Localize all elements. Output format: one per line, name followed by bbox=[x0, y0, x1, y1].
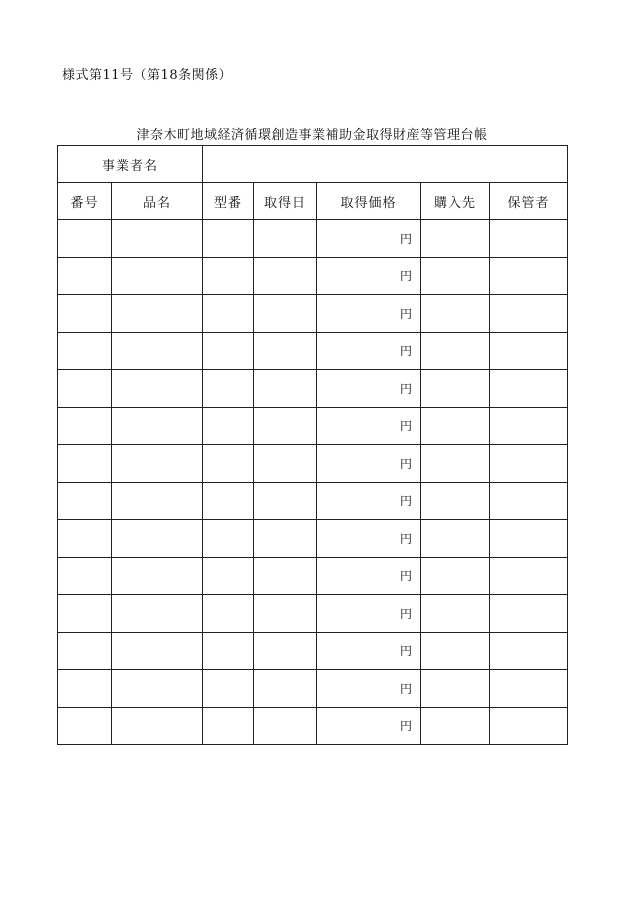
custodian-cell[interactable] bbox=[490, 707, 568, 745]
model-number-cell[interactable] bbox=[203, 332, 254, 370]
model-number-cell[interactable] bbox=[203, 407, 254, 445]
model-number-cell[interactable] bbox=[203, 595, 254, 633]
custodian-cell[interactable] bbox=[490, 257, 568, 295]
table-row bbox=[58, 557, 568, 595]
price-cell[interactable]: 円 bbox=[317, 445, 421, 483]
supplier-cell[interactable] bbox=[421, 557, 490, 595]
supplier-cell[interactable] bbox=[421, 332, 490, 370]
column-header-row bbox=[58, 183, 568, 220]
column-header-model-number: 型番 bbox=[203, 183, 254, 220]
acquisition-date-cell[interactable] bbox=[254, 370, 317, 408]
form-number: 様式第11号（第18条関係） bbox=[62, 68, 233, 83]
item-name-cell[interactable] bbox=[112, 595, 203, 633]
supplier-cell[interactable] bbox=[421, 370, 490, 408]
custodian-cell[interactable] bbox=[490, 370, 568, 408]
model-number-cell[interactable] bbox=[203, 707, 254, 745]
number-cell[interactable] bbox=[58, 370, 112, 408]
column-header-item-name: 品名 bbox=[112, 183, 203, 220]
price-cell[interactable]: 円 bbox=[317, 407, 421, 445]
custodian-cell[interactable] bbox=[490, 632, 568, 670]
table-row bbox=[58, 332, 568, 370]
asset-ledger-table bbox=[57, 145, 568, 745]
acquisition-date-cell[interactable] bbox=[254, 557, 317, 595]
number-cell[interactable] bbox=[58, 520, 112, 558]
price-cell[interactable]: 円 bbox=[317, 520, 421, 558]
custodian-cell[interactable] bbox=[490, 445, 568, 483]
table-row bbox=[58, 257, 568, 295]
model-number-cell[interactable] bbox=[203, 670, 254, 708]
price-cell[interactable]: 円 bbox=[317, 257, 421, 295]
acquisition-date-cell[interactable] bbox=[254, 707, 317, 745]
item-name-cell[interactable] bbox=[112, 445, 203, 483]
number-cell[interactable] bbox=[58, 707, 112, 745]
item-name-cell[interactable] bbox=[112, 670, 203, 708]
business-name-row bbox=[58, 146, 568, 183]
custodian-cell[interactable] bbox=[490, 220, 568, 258]
column-header-supplier: 購入先 bbox=[421, 183, 490, 220]
document-title: 津奈木町地域経済循環創造事業補助金取得財産等管理台帳 bbox=[136, 128, 488, 143]
supplier-cell[interactable] bbox=[421, 482, 490, 520]
supplier-cell[interactable] bbox=[421, 670, 490, 708]
table-row bbox=[58, 370, 568, 408]
acquisition-date-cell[interactable] bbox=[254, 445, 317, 483]
model-number-cell[interactable] bbox=[203, 257, 254, 295]
supplier-cell[interactable] bbox=[421, 295, 490, 333]
business-name-field[interactable] bbox=[203, 146, 568, 183]
column-header-custodian: 保管者 bbox=[490, 183, 568, 220]
model-number-cell[interactable] bbox=[203, 557, 254, 595]
item-name-cell[interactable] bbox=[112, 295, 203, 333]
item-name-cell[interactable] bbox=[112, 332, 203, 370]
acquisition-date-cell[interactable] bbox=[254, 220, 317, 258]
price-cell[interactable]: 円 bbox=[317, 370, 421, 408]
table-row bbox=[58, 482, 568, 520]
number-cell[interactable] bbox=[58, 295, 112, 333]
column-header-number: 番号 bbox=[58, 183, 112, 220]
custodian-cell[interactable] bbox=[490, 595, 568, 633]
custodian-cell[interactable] bbox=[490, 407, 568, 445]
acquisition-date-cell[interactable] bbox=[254, 595, 317, 633]
supplier-cell[interactable] bbox=[421, 445, 490, 483]
acquisition-date-cell[interactable] bbox=[254, 332, 317, 370]
table-row bbox=[58, 595, 568, 633]
column-header-acquisition-price: 取得価格 bbox=[317, 183, 421, 220]
acquisition-date-cell[interactable] bbox=[254, 520, 317, 558]
business-name-label: 事業者名 bbox=[58, 146, 203, 183]
supplier-cell[interactable] bbox=[421, 632, 490, 670]
supplier-cell[interactable] bbox=[421, 220, 490, 258]
custodian-cell[interactable] bbox=[490, 520, 568, 558]
custodian-cell[interactable] bbox=[490, 482, 568, 520]
number-cell[interactable] bbox=[58, 557, 112, 595]
model-number-cell[interactable] bbox=[203, 295, 254, 333]
acquisition-date-cell[interactable] bbox=[254, 632, 317, 670]
supplier-cell[interactable] bbox=[421, 520, 490, 558]
table-row bbox=[58, 445, 568, 483]
model-number-cell[interactable] bbox=[203, 370, 254, 408]
supplier-cell[interactable] bbox=[421, 595, 490, 633]
model-number-cell[interactable] bbox=[203, 445, 254, 483]
number-cell[interactable] bbox=[58, 670, 112, 708]
number-cell[interactable] bbox=[58, 482, 112, 520]
item-name-cell[interactable] bbox=[112, 520, 203, 558]
acquisition-date-cell[interactable] bbox=[254, 257, 317, 295]
acquisition-date-cell[interactable] bbox=[254, 482, 317, 520]
acquisition-date-cell[interactable] bbox=[254, 670, 317, 708]
number-cell[interactable] bbox=[58, 407, 112, 445]
acquisition-date-cell[interactable] bbox=[254, 407, 317, 445]
price-cell[interactable]: 円 bbox=[317, 295, 421, 333]
number-cell[interactable] bbox=[58, 220, 112, 258]
table-row bbox=[58, 295, 568, 333]
item-name-cell[interactable] bbox=[112, 557, 203, 595]
price-cell[interactable]: 円 bbox=[317, 632, 421, 670]
supplier-cell[interactable] bbox=[421, 257, 490, 295]
custodian-cell[interactable] bbox=[490, 332, 568, 370]
model-number-cell[interactable] bbox=[203, 520, 254, 558]
model-number-cell[interactable] bbox=[203, 632, 254, 670]
price-cell[interactable]: 円 bbox=[317, 332, 421, 370]
table-row bbox=[58, 220, 568, 258]
item-name-cell[interactable] bbox=[112, 482, 203, 520]
custodian-cell[interactable] bbox=[490, 670, 568, 708]
table-row bbox=[58, 520, 568, 558]
table-row bbox=[58, 707, 568, 745]
number-cell[interactable] bbox=[58, 332, 112, 370]
price-cell[interactable]: 円 bbox=[317, 670, 421, 708]
custodian-cell[interactable] bbox=[490, 295, 568, 333]
price-cell[interactable]: 円 bbox=[317, 595, 421, 633]
number-cell[interactable] bbox=[58, 257, 112, 295]
table-row bbox=[58, 632, 568, 670]
acquisition-date-cell[interactable] bbox=[254, 295, 317, 333]
price-cell[interactable]: 円 bbox=[317, 707, 421, 745]
price-cell[interactable]: 円 bbox=[317, 482, 421, 520]
item-name-cell[interactable] bbox=[112, 407, 203, 445]
item-name-cell[interactable] bbox=[112, 220, 203, 258]
supplier-cell[interactable] bbox=[421, 707, 490, 745]
model-number-cell[interactable] bbox=[203, 482, 254, 520]
price-cell[interactable]: 円 bbox=[317, 557, 421, 595]
price-cell[interactable]: 円 bbox=[317, 220, 421, 258]
table-row bbox=[58, 670, 568, 708]
item-name-cell[interactable] bbox=[112, 370, 203, 408]
table-row bbox=[58, 407, 568, 445]
number-cell[interactable] bbox=[58, 595, 112, 633]
number-cell[interactable] bbox=[58, 632, 112, 670]
item-name-cell[interactable] bbox=[112, 632, 203, 670]
custodian-cell[interactable] bbox=[490, 557, 568, 595]
model-number-cell[interactable] bbox=[203, 220, 254, 258]
column-header-acquisition-date: 取得日 bbox=[254, 183, 317, 220]
item-name-cell[interactable] bbox=[112, 257, 203, 295]
number-cell[interactable] bbox=[58, 445, 112, 483]
supplier-cell[interactable] bbox=[421, 407, 490, 445]
item-name-cell[interactable] bbox=[112, 707, 203, 745]
